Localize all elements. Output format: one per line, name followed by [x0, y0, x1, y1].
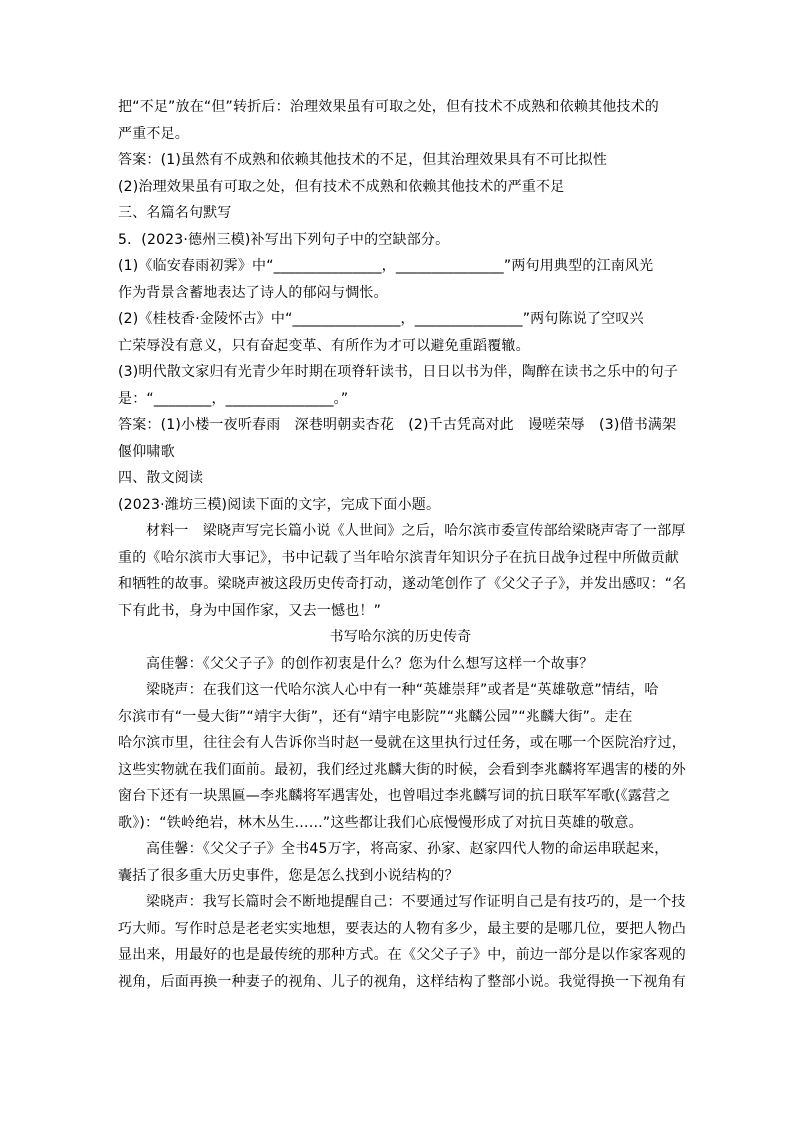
paragraph-line: 歌》)：“铁岭绝岩，林木丛生……”这些都让我们心底慢慢形成了对抗日英雄的敬意。 [118, 814, 643, 831]
section-heading: 四、散文阅读 [118, 470, 204, 486]
paragraph-line: 高佳馨：《父父子子》全书45万字，将高家、孙家、赵家四代人物的命运串联起来， [146, 841, 669, 857]
question-line: (2023·潍坊三模)阅读下面的文字，完成下面小题。 [118, 496, 441, 513]
paragraph-line: 梁晓声：我写长篇时会不断地提醒自己：不要通过写作证明自己是有技巧的，是一个技 [146, 894, 686, 910]
question-line: (1)《临安春雨初霁》中“_______________，_______________”两句用典型的江南风光 [118, 258, 654, 274]
section-heading: 三、名篇名句默写 [118, 205, 232, 221]
paragraph-line: 哈尔滨市里，往往会有人告诉你当时赵一曼就在这里执行过任务，或在哪一个医院治疗过， [118, 735, 686, 751]
answer-line: (2)治理效果虽有可取之处，但有技术不成熟和依赖其他技术的严重不足 [118, 178, 565, 195]
answer-line: 偃仰啸歌 [118, 443, 175, 460]
text-line: 把“不足”放在“但”转折后：治理效果虽有可取之处，但有技术不成熟和依赖其他技术的 [118, 99, 660, 115]
question-line: 是：“________，_______________。” [118, 390, 349, 407]
question-line: (3)明代散文家归有光青少年时期在项脊轩读书，日日以书为伴，陶醉在读书之乐中的句子 [118, 364, 679, 380]
paragraph-line: 巧大师。写作时总是老老实实地想，要表达的人物有多少，最主要的是哪几位，要把人物凸 [118, 920, 686, 937]
question-line: 5．(2023·德州三模)补写出下列句子中的空缺部分。 [118, 231, 450, 248]
paragraph-line: 显出来，用最好的也是最传统的那种方式。在《父父子子》中，前边一部分是以作家客观的 [118, 947, 686, 963]
paragraph-line: 这些实物就在我们面前。最初，我们经过兆麟大街的时候，会看到李兆麟将军遇害的楼的外 [118, 761, 686, 778]
paragraph-line: 和牺牲的故事。梁晓声被这段历史传奇打动，遂动笔创作了《父父子子》，并发出感叹：“名 [118, 576, 687, 592]
paragraph-line: 尔滨市有“一曼大街”“靖宇大街”，还有“靖宇电影院”“兆麟公园”“兆麟大街”。走在 [118, 708, 633, 725]
paragraph-line: 下有此书，身为中国作家，又去一憾也！” [118, 602, 382, 619]
answer-line: 答案：(1)小楼一夜听春雨 深巷明朝卖杏花 (2)千古凭高对此 谩嗟荣辱 (3)借书满架 [118, 417, 677, 433]
question-line: 作为背景含蓄地表达了诗人的郁闷与惆怅。 [118, 284, 388, 301]
question-line: (2)《桂枝香·金陵怀古》中“_______________，_______________”两句陈说了空叹兴 [118, 311, 644, 327]
article-title: 书写哈尔滨的历史传奇 [329, 629, 472, 645]
paragraph-line: 梁晓声：在我们这一代哈尔滨人心中有一种“英雄崇拜”或者是“英雄敬意”情结，哈 [146, 682, 659, 698]
paragraph-line: 重的《哈尔滨市大事记》，书中记载了当年哈尔滨青年知识分子在抗日战争过程中所做贡献 [118, 549, 679, 566]
paragraph-line: 视角，后面再换一种妻子的视角、儿子的视角，这样结构了整部小说。我觉得换一下视角有 [118, 973, 686, 990]
paragraph-line: 囊括了很多重大历史事件，您是怎么找到小说结构的？ [118, 867, 459, 884]
text-line: 严重不足。 [118, 125, 189, 142]
paragraph-line: 窗台下还有一块黑匾—李兆麟将军遇害处，也曾唱过李兆麟写词的抗日联军军歌(《露营之 [118, 788, 671, 804]
answer-line: 答案：(1)虽然有不成熟和依赖其他技术的不足，但其治理效果具有不可比拟性 [118, 152, 608, 168]
question-line: 亡荣辱没有意义，只有奋起变革、有所作为才可以避免重蹈覆辙。 [118, 337, 530, 354]
paragraph-line: 材料一 梁晓声写完长篇小说《人世间》之后，哈尔滨市委宣传部给梁晓声寄了一部厚 [146, 523, 686, 539]
document-page [118, 94, 687, 995]
paragraph-line: 高佳馨：《父父子子》的创作初衷是什么？您为什么想写这样一个故事？ [146, 655, 594, 672]
